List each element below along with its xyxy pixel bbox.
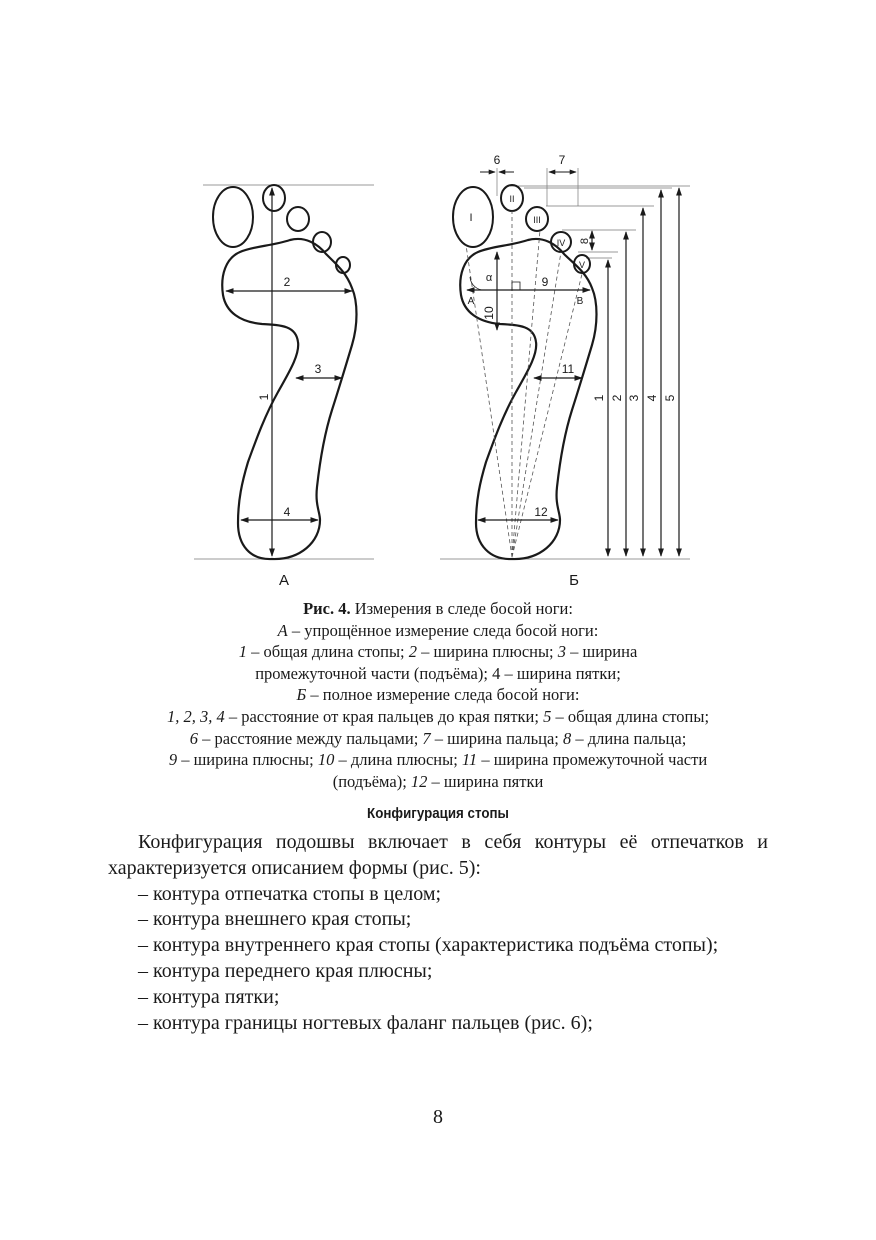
toe-label-II: II xyxy=(509,194,515,204)
caption-fig-title: Измерения в следе босой ноги: xyxy=(354,599,573,618)
caption-num: 3 xyxy=(557,642,567,662)
page-number: 8 xyxy=(433,1106,443,1128)
panel-a-dim-1: 1 xyxy=(257,393,271,401)
caption-fig-label: Рис. 4. xyxy=(303,599,351,618)
length-1: 1 xyxy=(592,394,606,402)
caption-num: 1 xyxy=(238,642,247,662)
panel-a-dim-4: 4 xyxy=(283,505,291,519)
toe-second xyxy=(263,185,285,211)
section-body xyxy=(108,830,768,1036)
caption-text: – ширина плюсны; xyxy=(421,642,554,662)
caption-text: – расстояние между пальцами; xyxy=(202,728,419,748)
toe-label-IV: IV xyxy=(556,238,566,248)
caption-line-3 xyxy=(110,641,766,663)
panel-b-label: Б xyxy=(569,572,579,589)
foot-outline-b xyxy=(460,239,596,559)
list-item: – контура пятки; xyxy=(138,985,280,1008)
caption-text: (подъёма); xyxy=(332,771,407,791)
panel-a-label: А xyxy=(278,572,290,589)
caption-b-letter: Б xyxy=(296,685,307,705)
caption-num: 9 xyxy=(168,750,178,770)
caption-line-7 xyxy=(110,728,766,750)
caption-num: 12 xyxy=(410,771,428,791)
dim-12: 12 xyxy=(534,505,548,519)
dim-8: 8 xyxy=(579,237,591,245)
caption-num: 8 xyxy=(563,728,572,748)
dim-11: 11 xyxy=(561,362,575,376)
caption-text: – общая длина стопы; xyxy=(251,642,405,662)
caption-line-8 xyxy=(110,749,766,771)
caption-line-2 xyxy=(110,620,766,642)
angle-alpha: α xyxy=(485,272,493,284)
length-3: 3 xyxy=(627,394,641,402)
caption-text: – общая длина стопы; xyxy=(555,706,710,726)
length-4: 4 xyxy=(645,394,659,402)
toe-third xyxy=(287,207,309,231)
caption-text: – расстояние от края пальцев до края пятки; xyxy=(228,706,539,726)
toe-label-I: I xyxy=(469,212,473,224)
dim-6: 6 xyxy=(493,153,501,167)
caption-text: – длина плюсны; xyxy=(338,750,458,770)
point-label-B: B xyxy=(576,296,584,307)
caption-text: – длина пальца; xyxy=(575,728,687,748)
toe-label-V: V xyxy=(578,260,586,270)
caption-num: 7 xyxy=(422,728,431,748)
caption-text: – ширина плюсны; xyxy=(181,750,314,770)
caption-line-6 xyxy=(110,706,766,728)
toe-label-III: III xyxy=(533,215,541,225)
caption-num: 6 xyxy=(189,728,198,748)
caption-b-text: – полное измерение следа босой ноги: xyxy=(310,685,580,705)
caption-num: 10 xyxy=(317,750,335,770)
dim-9: 9 xyxy=(541,275,549,289)
caption-line-4: промежуточной части (подъёма); 4 – ширина пятки; xyxy=(255,663,621,683)
caption-a-text: – упрощённое измерение следа босой ноги: xyxy=(291,620,599,640)
list-item: – контура внутреннего края стопы (характеристика подъёма стопы); xyxy=(138,934,719,957)
panel-a-dim-3: 3 xyxy=(314,362,322,376)
panel-a-foot xyxy=(194,185,374,559)
caption-line-5 xyxy=(110,684,766,706)
caption-text: – ширина пятки xyxy=(431,771,544,791)
foot-measurement-figure xyxy=(0,0,876,600)
length-5: 5 xyxy=(663,394,677,402)
section-intro: Конфигурация подошвы включает в себя контуры её отпечатков и характеризуется описанием формы (рис. 5): xyxy=(108,831,768,879)
point-label-A: A xyxy=(467,296,475,307)
figure-caption xyxy=(110,598,766,792)
caption-num: 11 xyxy=(461,750,478,770)
caption-text: – ширина промежуточной части xyxy=(481,750,708,770)
panel-a-dim-2: 2 xyxy=(283,275,291,289)
list-item: – контура отпечатка стопы в целом; xyxy=(138,882,442,905)
caption-num: 5 xyxy=(543,706,552,726)
toe-I xyxy=(453,187,493,247)
caption-a-letter: А xyxy=(277,620,288,640)
list-item: – контура переднего края плюсны; xyxy=(138,959,433,982)
dim-7: 7 xyxy=(558,153,566,167)
dim-10: 10 xyxy=(482,306,496,320)
caption-line-1 xyxy=(110,598,766,620)
length-2: 2 xyxy=(610,394,624,402)
caption-text: – ширина xyxy=(570,642,638,662)
caption-num: 1, 2, 3, 4 xyxy=(166,706,225,726)
list-item: – контура внешнего края стопы; xyxy=(138,908,412,931)
toe-big xyxy=(213,187,253,247)
caption-text: – ширина пальца; xyxy=(434,728,559,748)
list-item: – контура границы ногтевых фаланг пальцев (рис. 6); xyxy=(138,1011,593,1034)
section-heading: Конфигурация стопы xyxy=(367,806,509,822)
caption-num: 2 xyxy=(408,642,418,662)
caption-line-9 xyxy=(110,771,766,793)
